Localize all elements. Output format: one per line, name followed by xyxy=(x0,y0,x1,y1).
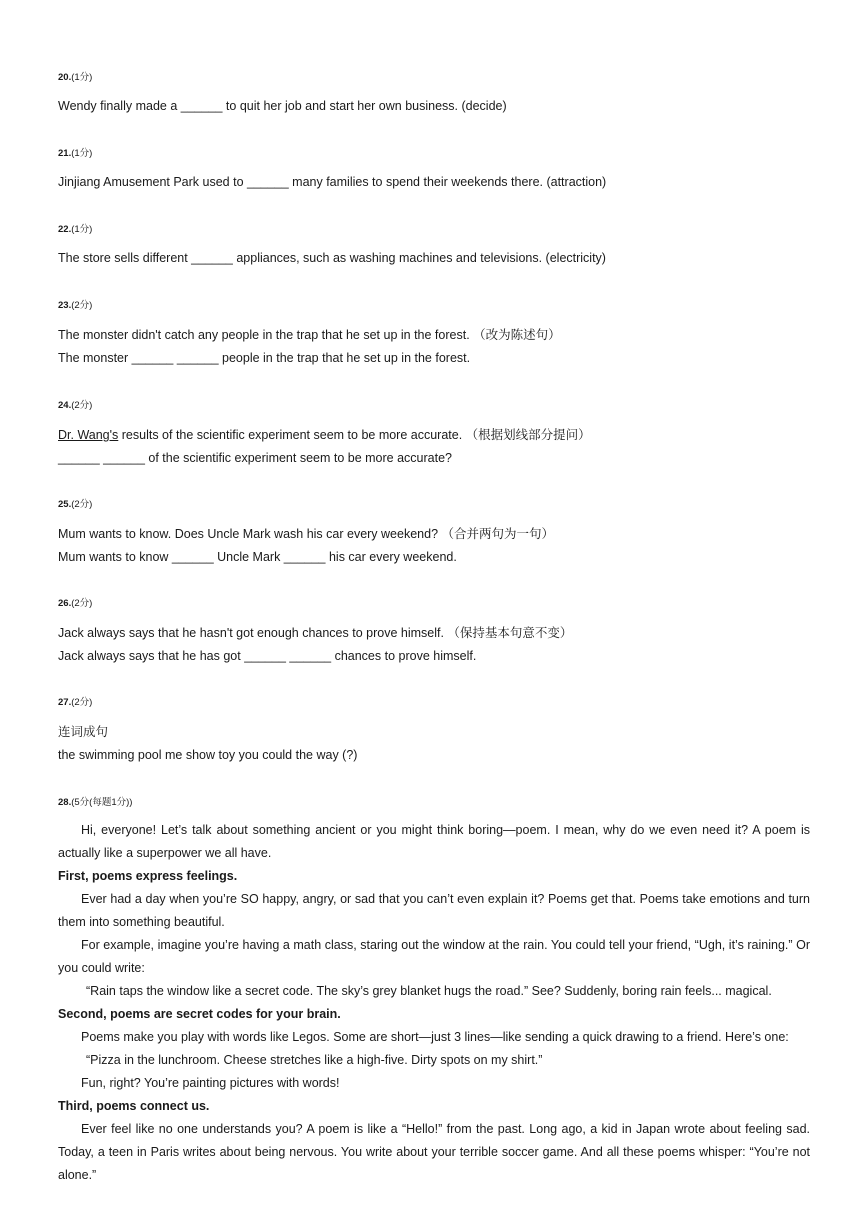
question-text: Dr. Wang's results of the scientific experiment seem to be more accurate. （根据划线部分提问） xyxy=(58,428,591,442)
question-text: The monster didn't catch any people in the trap that he set up in the forest. （改为陈述句） xyxy=(58,328,561,342)
question-25 xyxy=(58,499,810,564)
passage-paragraph-2: Ever had a day when you’re SO happy, angry, or sad that you can’t even explain it? Poems get that. Poems take emotions and turn them into something beautiful. xyxy=(58,892,810,929)
passage-heading-3: Third, poems connect us. xyxy=(58,1099,210,1113)
question-text: Jack always says that he hasn't got enough chances to prove himself. （保持基本句意不变） xyxy=(58,626,573,640)
question-27 xyxy=(58,697,810,762)
question-number: 27.(2分) xyxy=(58,697,93,708)
question-22 xyxy=(58,224,810,265)
question-number: 20.(1分) xyxy=(58,72,93,83)
question-text: The store sells different ______ appliances, such as washing machines and televisions. (electricity) xyxy=(58,251,606,265)
question-text: Wendy finally made a ______ to quit her job and start her own business. (decide) xyxy=(58,99,507,113)
question-number: 24.(2分) xyxy=(58,400,93,411)
question-number: 21.(1分) xyxy=(58,148,93,159)
question-number: 28.(5分(每题1分)) xyxy=(58,797,133,808)
question-number: 25.(2分) xyxy=(58,499,93,510)
passage-poem-quote-1: “Rain taps the window like a secret code. The sky’s grey blanket hugs the road.” See? Suddenly, boring rain feels... magical. xyxy=(86,984,772,998)
answer-line: The monster ______ ______ people in the trap that he set up in the forest. xyxy=(58,351,471,365)
question-28 xyxy=(58,797,810,809)
answer-line: Jack always says that he has got ______ ______ chances to prove himself. xyxy=(58,649,477,663)
passage-paragraph-5: Fun, right? You’re painting pictures with words! xyxy=(81,1076,340,1090)
answer-line: ______ ______ of the scientific experiment seem to be more accurate? xyxy=(58,451,452,465)
question-number: 22.(1分) xyxy=(58,224,93,235)
answer-line: Mum wants to know ______ Uncle Mark ______ his car every weekend. xyxy=(58,550,457,564)
question-number: 23.(2分) xyxy=(58,300,93,311)
question-text: Jinjiang Amusement Park used to ______ many families to spend their weekends there. (attraction) xyxy=(58,175,607,189)
passage-paragraph-4: Poems make you play with words like Legos. Some are short—just 3 lines—like sending a quick drawing to a friend. Here’s one: xyxy=(81,1030,789,1044)
passage-heading-1: First, poems express feelings. xyxy=(58,869,238,883)
passage-paragraph-1: Hi, everyone! Let’s talk about something ancient or you might think boring—poem. I mean, why do we even need it? A poem is actually like a superpower we all have. xyxy=(58,823,810,860)
question-text: Mum wants to know. Does Uncle Mark wash his car every weekend? （合并两句为一句） xyxy=(58,527,554,541)
passage-paragraph-6: Ever feel like no one understands you? A poem is like a “Hello!” from the past. Long ago, a kid in Japan wrote about feeling sad. Today, a teen in Paris writes about being nervous. You write about your terrible soccer game. And all these poems whisper: “You’re not alone.” xyxy=(58,1122,810,1182)
underlined-phrase: Dr. Wang's xyxy=(58,428,119,442)
question-20 xyxy=(58,72,810,113)
passage-poem-quote-2: “Pizza in the lunchroom. Cheese stretches like a high-five. Dirty spots on my shirt.” xyxy=(86,1053,543,1067)
question-text: the swimming pool me show toy you could the way (?) xyxy=(58,748,358,762)
passage-paragraph-3: For example, imagine you’re having a math class, staring out the window at the rain. You could tell your friend, “Ugh, it’s raining.” Or you could write: xyxy=(58,938,810,975)
question-23 xyxy=(58,300,810,365)
passage-heading-2: Second, poems are secret codes for your brain. xyxy=(58,1007,341,1021)
question-26 xyxy=(58,598,810,663)
question-number: 26.(2分) xyxy=(58,598,93,609)
question-instruction: 连词成句 xyxy=(58,725,109,739)
question-21 xyxy=(58,148,810,189)
question-24 xyxy=(58,400,810,465)
